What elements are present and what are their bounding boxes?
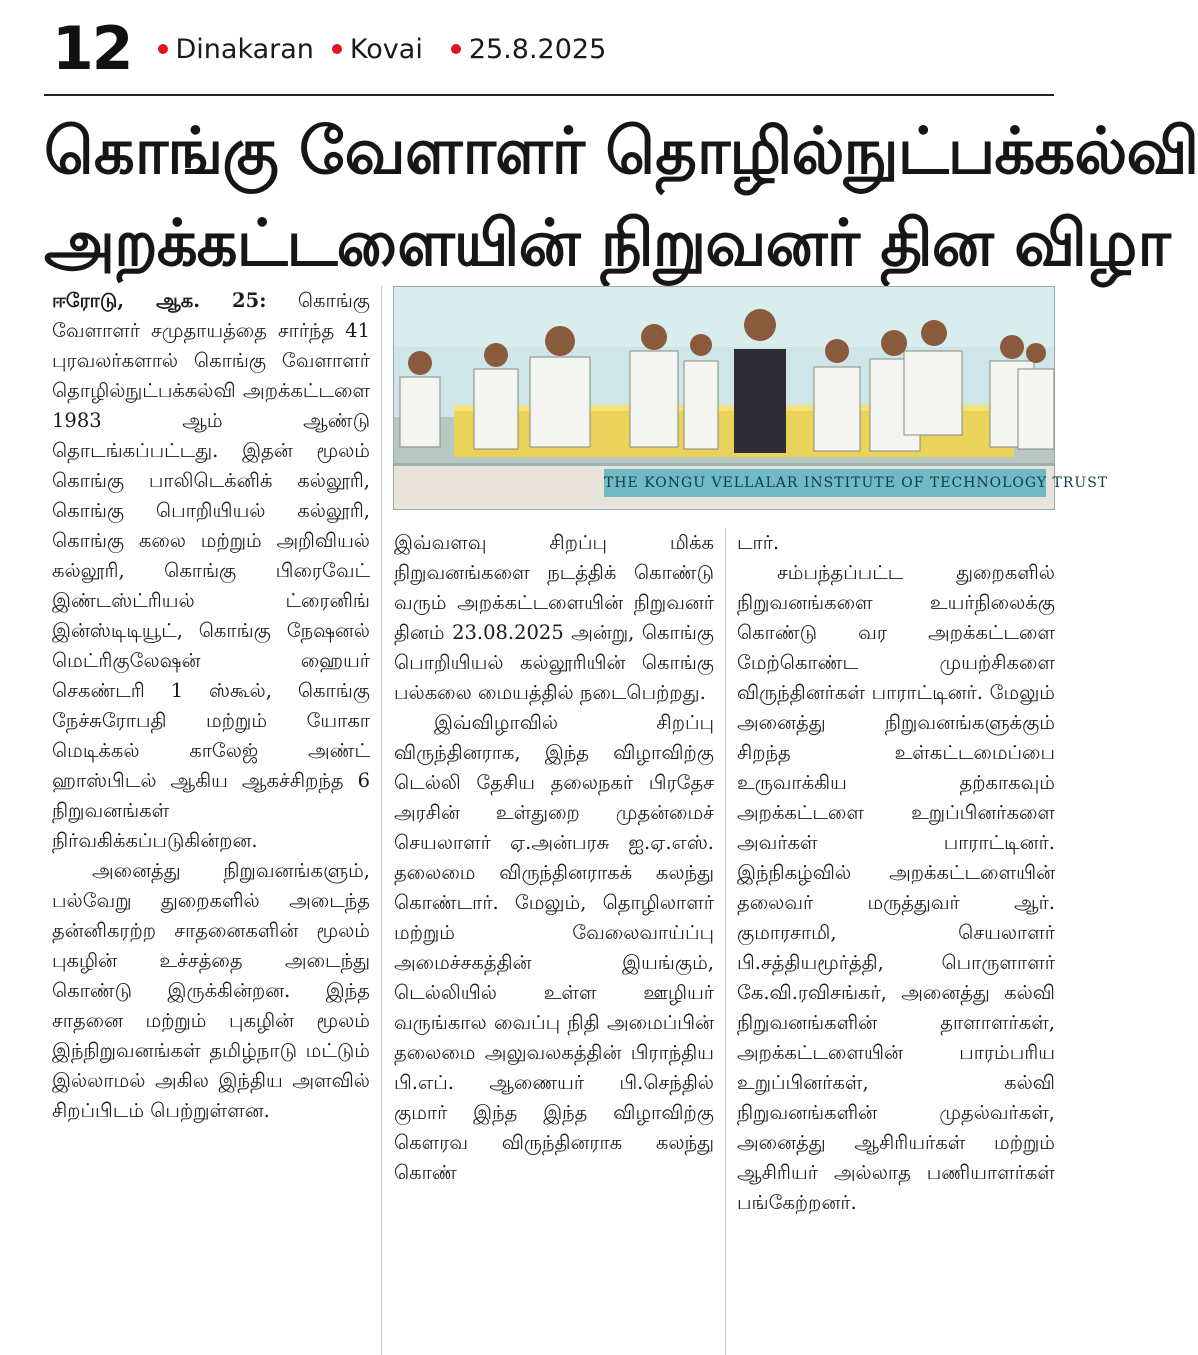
column-divider (725, 528, 726, 1355)
article-paragraph: அனைத்து நிறுவனங்களும், பல்வேறு துறைகளில் அடைந்த தன்னிகரற்ற சாதனைகளின் மூலம் புகழின் உச்சத்தை அடைந்து கொண்டு இருக்கின்றன. இந்த சாதனை மற்றும் புகழின் மூலம் இந்நிறுவனங்கள் தமிழ்நாடு மட்டும் இல்லாமல் அகில இந்திய அளவில் சிறப்பிடம் பெற்றுள்ளன. (52, 859, 370, 1122)
paper-name (158, 34, 314, 65)
article-paragraph: டார். (737, 531, 780, 554)
masthead-rule (44, 94, 1054, 96)
bullet-icon (332, 44, 342, 54)
trust-banner: THE KONGU VELLALAR INSTITUTE OF TECHNOLOGY TRUST (604, 469, 1046, 497)
article-paragraph: இவ்வளவு சிறப்பு மிக்க நிறுவனங்களை நடத்திக் கொண்டு வரும் அறக்கட்டளையின் நிறுவனர் தினம் 23.08.2025 அன்று, கொங்கு பொறியியல் கல்லூரியின் கொங்கு பல்கலை மையத்தில் நடைபெற்றது. (394, 531, 714, 704)
article-paragraph: சம்பந்தப்பட்ட துறைகளில் நிறுவனங்களை உயர்நிலைக்கு கொண்டு வர அறக்கட்டளை மேற்கொண்ட முயற்சிகளை விருந்தினர்கள் பாராட்டினர். மேலும் அனைத்து நிறுவனங்களுக்கும் சிறந்த உள்கட்டமைப்பை உருவாக்கிய தற்காகவும் அறக்கட்டளை உறுப்பினர்களை அவர்கள் பாராட்டினர். இந்நிகழ்வில் அறக்கட்டளையின் தலைவர் மருத்துவர் ஆர். குமாரசாமி, செயலாளர் பி.சத்தியமூர்த்தி, பொருளாளர் கே.வி.ரவிசங்கர், அனைத்து கல்வி நிறுவனங்களின் தாளாளர்கள், அறக்கட்டளையின் பாரம்பரிய உறுப்பினர்கள், கல்வி நிறுவனங்களின் முதல்வர்கள், அனைத்து ஆசிரியர்கள் மற்றும் ஆசிரியர் அல்லாத பணியாளர்கள் பங்கேற்றனர். (737, 561, 1055, 1214)
headline-line-1: கொங்கு வேளாளர் தொழில்நுட்பக்கல்வி (44, 115, 1198, 189)
article-column-1 (52, 286, 370, 1355)
article-column-2 (394, 528, 714, 1355)
bullet-icon (158, 44, 168, 54)
page-number: 12 (52, 14, 132, 84)
article-column-3 (737, 528, 1055, 1355)
column-divider (381, 286, 382, 1355)
masthead-meta (158, 34, 625, 65)
paper-name-text: Dinakaran (175, 33, 314, 65)
edition (332, 34, 423, 65)
dateline: ஈரோடு, ஆக. 25: (52, 289, 267, 312)
masthead (52, 14, 1042, 84)
edition-text: Kovai (349, 33, 423, 65)
issue-date-text: 25.8.2025 (468, 33, 607, 65)
issue-date (451, 34, 606, 65)
paragraph-text: கொங்கு வேளாளர் சமுதாயத்தை சார்ந்த 41 புரவலர்களால் கொங்கு வேளாளர் தொழில்நுட்பக்கல்வி அறக்கட்டளை 1983 ஆம் ஆண்டு தொடங்கப்பட்டது. இதன் மூலம் கொங்கு பாலிடெக்னிக் கல்லூரி, கொங்கு பொறியியல் கல்லூரி, கொங்கு கலை மற்றும் அறிவியல் கல்லூரி, கொங்கு பிரைவேட் இண்டஸ்ட்ரியல் ட்ரைனிங் இன்ஸ்டிடியூட், கொங்கு நேஷனல் மெட்ரிகுலேஷன் ஹையர் செகண்டரி 1 ஸ்கூல், கொங்கு நேச்சுரோபதி மற்றும் யோகா மெடிக்கல் காலேஜ் அண்ட் ஹாஸ்பிடல் ஆகிய ஆகச்சிறந்த 6 நிறுவனங்கள் நிர்வகிக்கப்படுகின்றன. (52, 289, 371, 852)
event-photo (393, 286, 1109, 510)
article-paragraph: இவ்விழாவில் சிறப்பு விருந்தினராக, இந்த விழாவிற்கு டெல்லி தேசிய தலைநகர் பிரதேச அரசின் உள்துறை முதன்மைச் செயலாளர் ஏ.அன்பரசு ஐ.ஏ.எஸ். தலைமை விருந்தினராகக் கலந்து கொண்டார். மேலும், தொழிலாளர் மற்றும் வேலைவாய்ப்பு அமைச்சகத்தின் இயங்கும், டெல்லியில் உள்ள ஊழியர் வருங்கால வைப்பு நிதி அமைப்பின் தலைமை அலுவலகத்தின் பிராந்திய பி.எப். ஆணையர் பி.செந்தில் குமார் இந்த இந்த விழாவிற்கு கௌரவ விருந்தினராக கலந்து கொண் (394, 711, 714, 1184)
headline-line-2: அறக்கட்டளையின் நிறுவனர் தின விழா (44, 207, 1170, 281)
article-paragraph (52, 286, 370, 856)
bullet-icon (451, 44, 461, 54)
headline (44, 106, 1198, 290)
